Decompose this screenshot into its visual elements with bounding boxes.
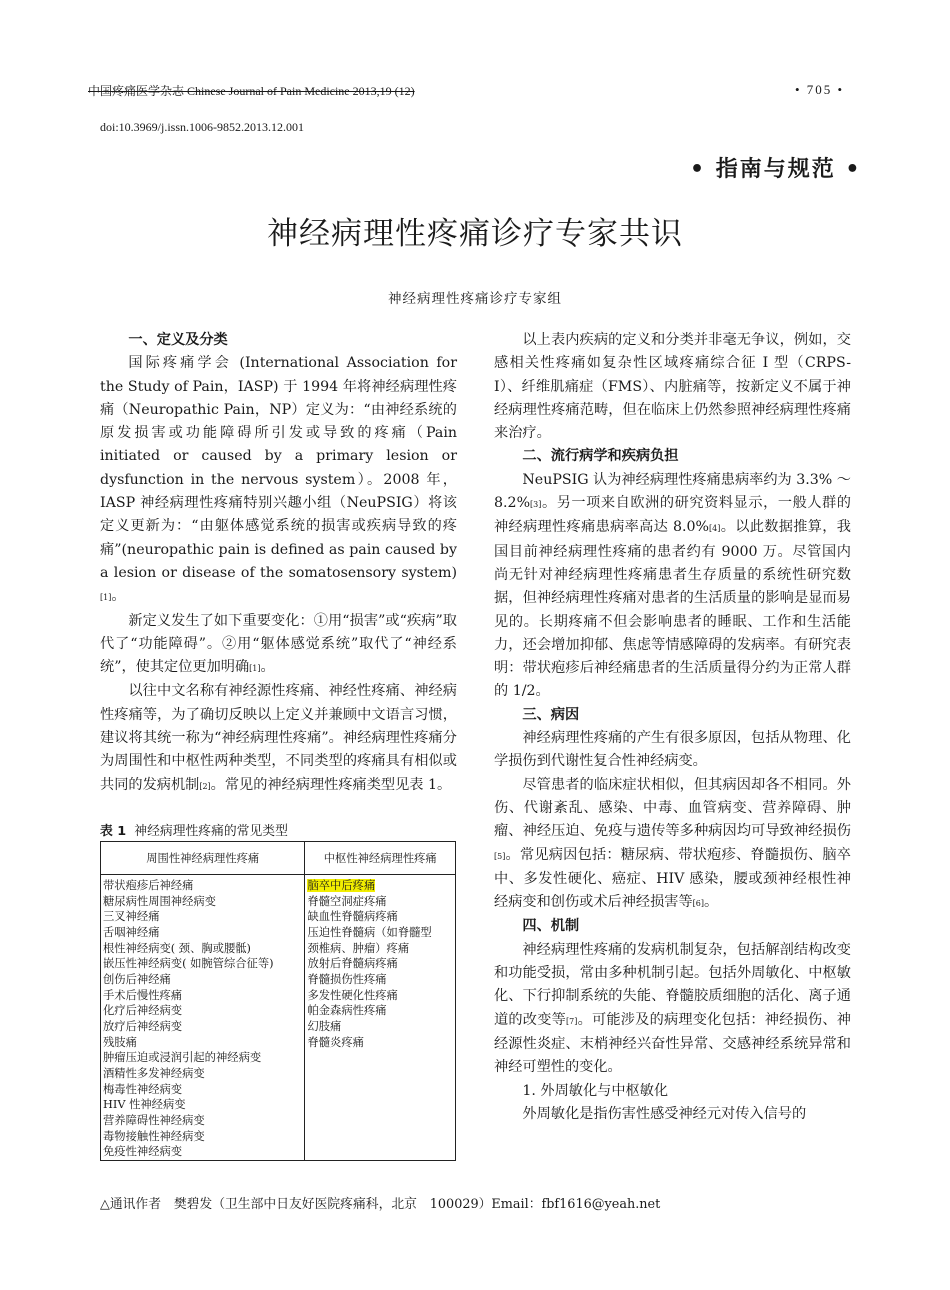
paragraph-text: 。 — [260, 659, 275, 676]
table-cell-item: 根性神经病变( 颈、胸或腰骶) — [103, 941, 251, 955]
page-title: 神经病理性疼痛诊疗专家共识 — [267, 216, 683, 252]
table-list-item — [103, 972, 302, 988]
doi: doi:10.3969/j.issn.1006-9852.2013.12.001 — [100, 120, 305, 134]
table-list-item — [103, 1113, 302, 1129]
paragraph — [100, 610, 457, 681]
table-list-item — [307, 988, 453, 1004]
right-column — [494, 329, 851, 1126]
table-cell-item: 颈椎病、肿瘤）疼痛 — [307, 941, 410, 955]
table-list-item — [307, 909, 453, 925]
section-heading-mechanism: 四、机制 — [522, 918, 580, 935]
paragraph — [494, 469, 851, 704]
journal-header: 中国疼痛医学杂志 Chinese Journal of Pain Medicine 2013,19 (12) — [88, 84, 415, 98]
table-list-item — [103, 956, 302, 972]
table-list-item — [103, 1082, 302, 1098]
table-cell-item: HIV 性神经病变 — [103, 1098, 186, 1112]
table-list-item — [103, 941, 302, 957]
table-cell-item: 舌咽神经痛 — [103, 925, 160, 939]
table-label: 表 1 — [100, 824, 127, 839]
table-list-item — [103, 1035, 302, 1051]
table-list-item — [307, 1003, 453, 1019]
left-column — [100, 329, 457, 798]
table-cell-item: 帕金森病性疼痛 — [307, 1004, 387, 1018]
paragraph: 外周敏化是指伤害性感受神经元对传入信号的 — [522, 1105, 807, 1122]
table-cell-item: 梅毒性神经病变 — [103, 1082, 183, 1096]
paragraph-text: 。常见的神经病理性疼痛类型见表 1。 — [210, 776, 452, 793]
citation: [3] — [530, 500, 542, 510]
section-label: • 指南与规范 • — [690, 157, 862, 182]
table-cell-item: 残肢痛 — [103, 1035, 137, 1049]
table-cell-item: 手术后慢性疼痛 — [103, 988, 183, 1002]
table-cell-item: 脊髓空洞症疼痛 — [307, 894, 387, 908]
table-cell-item: 放疗后神经病变 — [103, 1019, 183, 1033]
paragraph-text: 。 — [111, 588, 126, 605]
table-cell-item: 免疫性神经病变 — [103, 1145, 183, 1159]
citation: [1] — [100, 593, 112, 603]
table-cell-item: 肿瘤压迫或浸润引起的神经病变 — [103, 1051, 262, 1065]
authors: 神经病理性疼痛诊疗专家组 — [388, 291, 562, 307]
paragraph-text: 新定义发生了如下重要变化：①用“损害”或“疾病”取代了“功能障碍”。②用“躯体感觉系统”取代了“神经系统”，使其定位更加明确 — [100, 612, 457, 676]
citation: [6] — [692, 899, 704, 909]
paragraph: 以上表内疾病的定义和分类并非毫无争议，例如，交感相关性疼痛如复杂性区域疼痛综合征 I 型（CRPS-I）、纤维肌痛症（FMS）、内脏痛等，按新定义不属于神经病理性疼痛范畴，但在临床上仍然参照神经病理性疼痛来治疗。 — [494, 332, 851, 442]
paragraph — [494, 774, 851, 916]
paragraph-text: 。另一项来自欧洲的研究资料显示，一般人群的神经病理性疼痛患病率高达 8.0% — [494, 495, 851, 536]
table-list-item — [103, 894, 302, 910]
table-cell-item: 三叉神经痛 — [103, 910, 160, 924]
paragraph-text: NeuPSIG 认为神经病理性疼痛患病率约为 3.3% ～ 8.2% — [494, 471, 851, 512]
table-cell-item: 脑卒中后疼痛 — [307, 879, 376, 892]
table-list-item — [307, 941, 453, 957]
table-list-item — [307, 1019, 453, 1035]
citation: [4] — [709, 524, 721, 534]
table-cell-item: 幻肢痛 — [307, 1019, 342, 1033]
table-cell-item: 毒物接触性神经病变 — [103, 1129, 205, 1143]
paragraph-text: 尽管患者的临床症状相似，但其病因却各不相同。外伤、代谢紊乱、感染、中毒、血管病变、营养障碍、肿瘤、神经压迫、免疫与遗传等多种病因均可导致神经损伤 — [494, 776, 851, 840]
table-list-item — [307, 1035, 453, 1051]
table-cell-item: 脊髓炎疼痛 — [307, 1035, 364, 1049]
section-heading-epidemiology: 二、流行病学和疾病负担 — [522, 448, 679, 465]
table-list-item — [307, 972, 453, 988]
table-cell-item: 脊髓损伤性疼痛 — [307, 972, 387, 986]
paragraph-text: 国际疼痛学会 (International Association for the Study of Pain，IASP) 于 1994 年将神经病理性疼痛（Neuropathic Pain，NP）定义为：“由神经系统的原发损害或功能障碍所引发或导致的疼痛（Pain initiated or caused by a primary lesion or dysfunction in the nervous system）。2008 年，IASP 神经病理性疼痛特别兴趣小组（NeuPSIG）将该定义更新为：“由躯体感觉系统的损害或疾病导致的疼痛”(neuropathic pain is defined as pain caused by a lesion or disease of the somatosensory system) — [100, 355, 457, 581]
table-list-item — [103, 878, 302, 894]
table-list-item — [103, 925, 302, 941]
table-list-item — [103, 1129, 302, 1145]
table-list-item — [103, 1144, 302, 1160]
table-header-central: 中枢性神经病理性疼痛 — [305, 842, 456, 875]
page-number: • 705 • — [795, 82, 845, 97]
corresponding-author-footnote: △通讯作者 樊碧发（卫生部中日友好医院疼痛科，北京 100029）Email：fbf1616@yeah.net — [100, 1197, 661, 1212]
table-cell-item: 化疗后神经病变 — [103, 1004, 183, 1018]
table-title: 神经病理性疼痛的常见类型 — [134, 824, 288, 839]
peripheral-list — [101, 875, 305, 1161]
table-list-item — [103, 1066, 302, 1082]
paragraph — [100, 352, 457, 609]
paragraph-text: 。常见病因包括：糖尿病、带状疱疹、脊髓损伤、脑卒中、多发性硬化、癌症、HIV 感染，腰或颈神经根性神经病变和创伤或术后神经损害等 — [494, 846, 851, 911]
table-header-peripheral: 周围性神经病理性疼痛 — [101, 842, 305, 875]
table-list-item — [103, 1019, 302, 1035]
paragraph: 神经病理性疼痛的产生有很多原因，包括从物理、化学损伤到代谢性复合性神经病变。 — [494, 730, 851, 770]
table-list-item — [103, 1003, 302, 1019]
paragraph-text: 。 — [703, 894, 719, 911]
paragraph-text: 。以此数据推算，我国目前神经病理性疼痛的患者约有 9000 万。尽管国内尚无针对神经病理性疼痛患者生存质量的系统性研究数据，但神经病理性疼痛对患者的生活质量的影响是显而易见的。长期疼痛不但会影响患者的睡眠、工作和生活能力，还会增加抑郁、焦虑等情感障碍的发病率。有研究表明：带状疱疹后神经痛患者的生活质量得分约为正常人群的 1/2。 — [494, 519, 851, 700]
table-list-item — [103, 988, 302, 1004]
section-heading-definition: 一、定义及分类 — [128, 332, 228, 348]
citation: [7] — [566, 1016, 578, 1026]
table-list-item — [307, 878, 453, 894]
table-cell-item: 多发性硬化性疼痛 — [307, 988, 398, 1002]
table-list-item — [307, 894, 453, 910]
table-cell-item: 带状疱疹后神经痛 — [103, 879, 194, 892]
table-cell-item: 糖尿病性周围神经病变 — [103, 894, 216, 908]
table-cell-item: 创伤后神经痛 — [103, 972, 171, 986]
table-cell-item: 压迫性脊髓病（如脊髓型 — [307, 925, 432, 939]
table-list-item — [103, 1050, 302, 1066]
citation: [5] — [494, 851, 506, 861]
table-cell-item: 缺血性脊髓病疼痛 — [307, 910, 398, 924]
paragraph-text: 以往中文名称有神经源性疼痛、神经性疼痛、神经病性疼痛等，为了确切反映以上定义并兼顾中文语言习惯，建议将其统一称为“神经病理性疼痛”。神经病理性疼痛分为周围性和中枢性两种类型，不同类型的疼痛具有相似或共同的发病机制 — [100, 683, 457, 793]
central-list — [305, 875, 456, 1161]
table-cell-item: 酒精性多发神经病变 — [103, 1066, 205, 1080]
table-cell-item: 营养障碍性神经病变 — [103, 1113, 205, 1127]
paragraph — [100, 680, 457, 797]
table-cell-item: 放射后脊髓病疼痛 — [307, 957, 398, 971]
table-list-item — [103, 1097, 302, 1113]
table-list-item — [307, 925, 453, 941]
citation: [2] — [199, 781, 211, 791]
subsection-heading: 1. 外周敏化与中枢敏化 — [522, 1082, 669, 1099]
table-list-item — [103, 909, 302, 925]
paragraph-text: 神经病理性疼痛的发病机制复杂，包括解剖结构改变和功能受损，常由多种机制引起。包括外周敏化、中枢敏化、下行抑制系统的失能、脊髓胶质细胞的活化、离子通道的改变等 — [494, 941, 851, 1028]
paragraph-text: 。可能涉及的病理变化包括：神经损伤、神经源性炎症、末梢神经兴奋性异常、交感神经系统异常和神经可塑性的变化。 — [494, 1011, 851, 1076]
table-cell-item: 嵌压性神经病变( 如腕管综合征等) — [103, 957, 274, 971]
table-list-item — [307, 956, 453, 972]
citation: [1] — [249, 664, 261, 674]
table-caption — [100, 820, 288, 839]
paragraph — [494, 939, 851, 1080]
section-heading-etiology: 三、病因 — [522, 706, 580, 723]
pain-types-table — [100, 841, 456, 1161]
